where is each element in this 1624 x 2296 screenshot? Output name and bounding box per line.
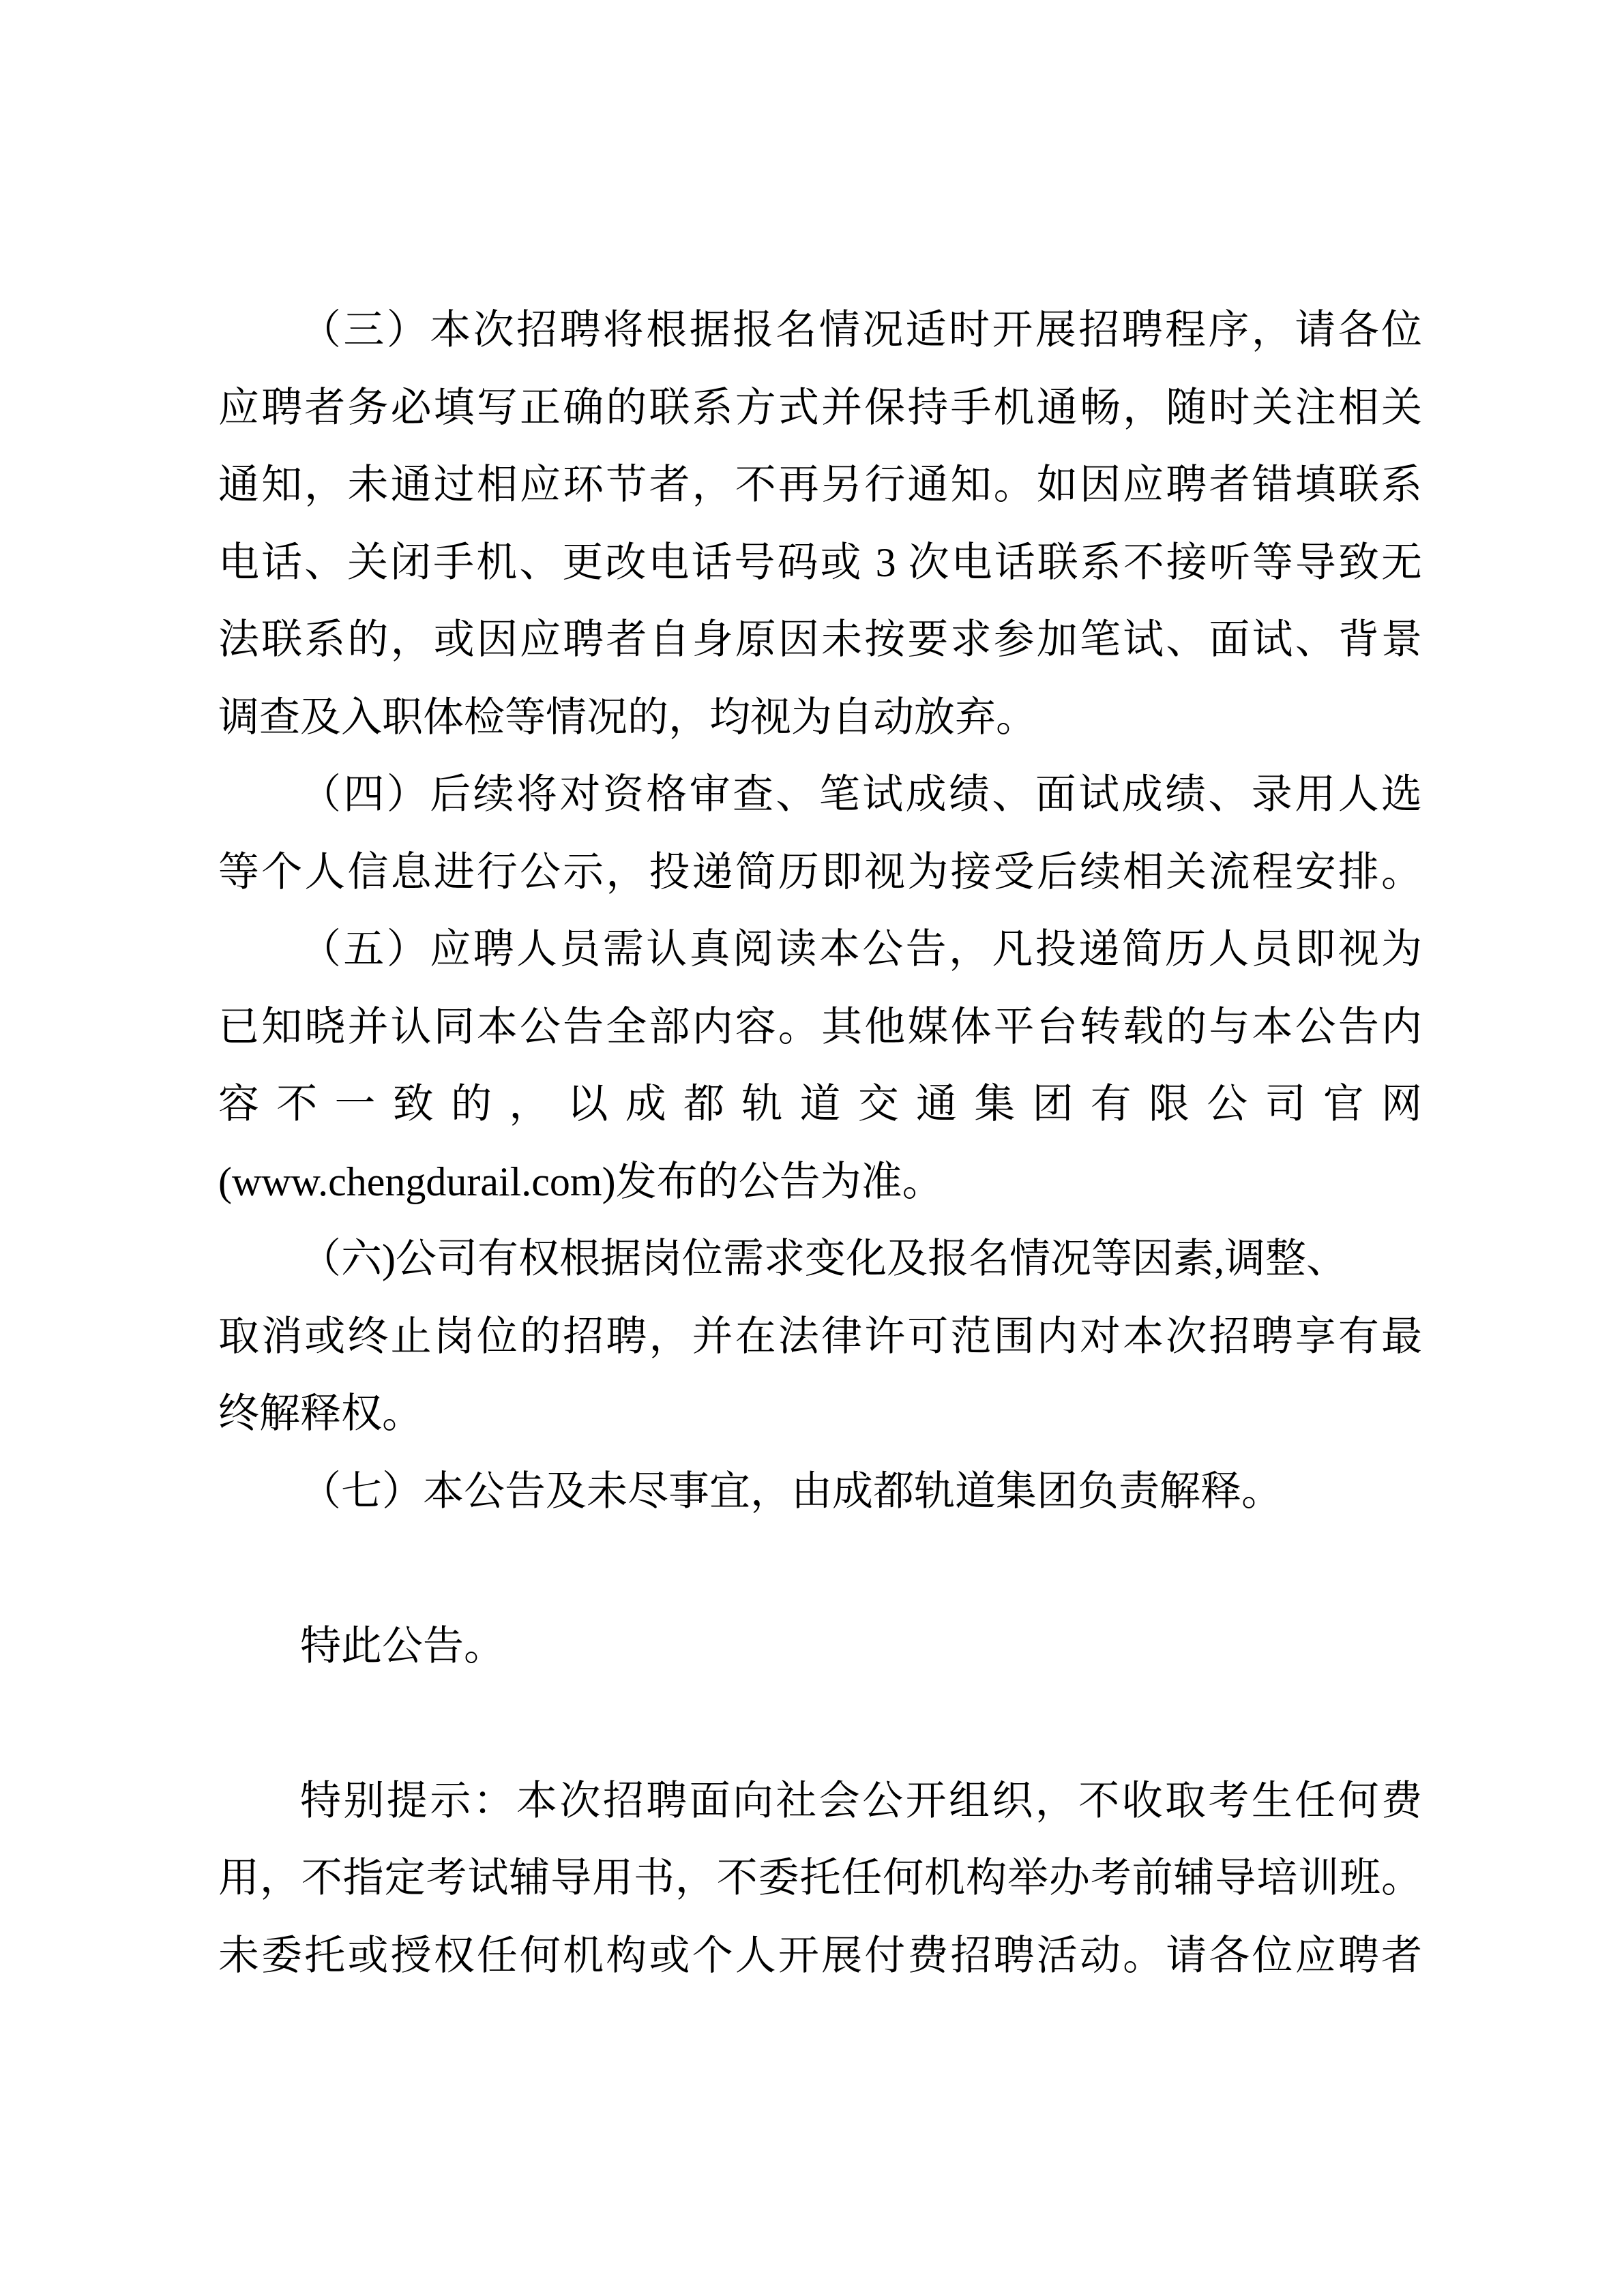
text-line: （三）本次招聘将根据报名情况适时开展招聘程序，请各位 (300, 308, 1422, 353)
text-line: (www.chengdurail.com)发布的公告为准。 (218, 1159, 943, 1204)
text-line: （七）本公告及未尽事宜，由成都轨道集团负责解释。 (300, 1468, 1282, 1514)
text-line: 等个人信息进行公示，投递简历即视为接受后续相关流程安排。 (218, 849, 1422, 895)
document-body (218, 292, 1422, 1995)
text-line: （六)公司有权根据岗位需求变化及报名情况等因素,调整、 (300, 1236, 1347, 1281)
text-line: （四）后续将对资格审查、笔试成绩、面试成绩、录用人选 (300, 772, 1422, 817)
text-line: 应聘者务必填写正确的联系方式并保持手机通畅，随时关注相关 (218, 385, 1422, 430)
text-line: 已知晓并认同本公告全部内容。其他媒体平台转载的与本公告内 (218, 1004, 1422, 1049)
text-line: 法联系的，或因应聘者自身原因未按要求参加笔试、面试、背景 (218, 617, 1422, 662)
text-line: 未委托或授权任何机构或个人开展付费招聘活动。请各位应聘者 (218, 1933, 1422, 1978)
text-line: 特此公告。 (300, 1623, 505, 1669)
text-line: 特别提示：本次招聘面向社会公开组织，不收取考生任何费 (300, 1778, 1422, 1823)
text-line: 用，不指定考试辅导用书，不委托任何机构举办考前辅导培训班。 (218, 1855, 1422, 1900)
text-line: 取消或终止岗位的招聘，并在法律许可范围内对本次招聘享有最 (218, 1313, 1422, 1359)
text-line: 终解释权。 (218, 1391, 423, 1436)
text-line: （五）应聘人员需认真阅读本公告，凡投递简历人员即视为 (300, 927, 1422, 972)
text-line: 容不一致的，以成都轨道交通集团有限公司官网 (218, 1082, 1422, 1127)
text-line: 调查及入职体检等情况的，均视为自动放弃。 (218, 694, 1037, 740)
text-line: 电话、关闭手机、更改电话号码或 3 次电话联系不接听等导致无 (218, 539, 1422, 585)
text-line: 通知，未通过相应环节者，不再另行通知。如因应聘者错填联系 (218, 462, 1422, 507)
